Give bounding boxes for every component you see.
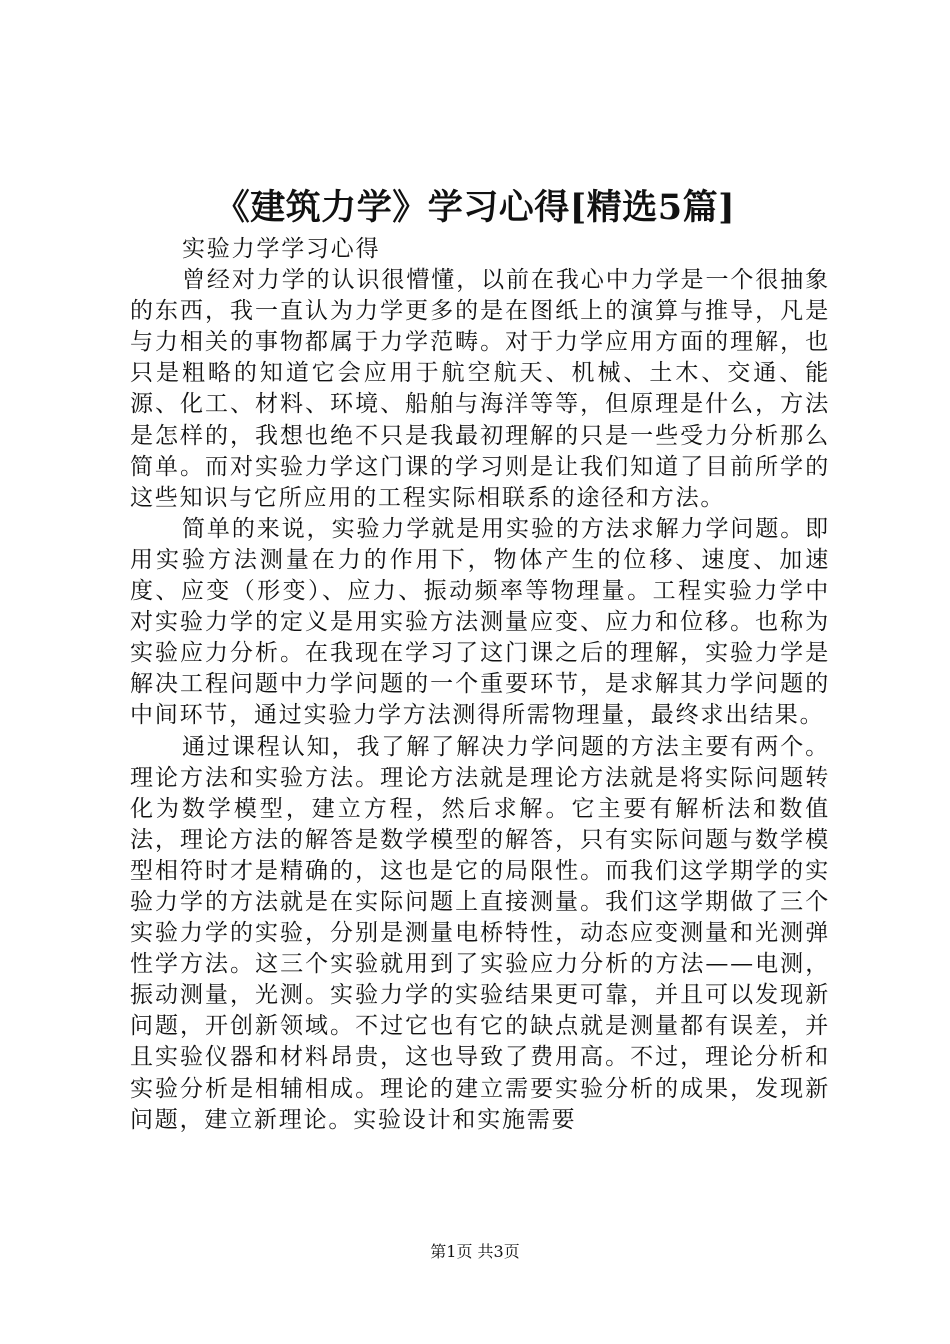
section-heading: 实验力学学习心得: [182, 236, 381, 262]
body-paragraph-2: 简单的来说，实验力学就是用实验的方法求解力学问题。即用实验方法测量在力的作用下，物体产生的位移、速度、加速度、应变（形变）、应力、振动频率等物理量。工程实验力学中对实验力学的定义是用实验方法测量应变、应力和位移。也称为实验应力分析。在我现在学习了这门课之后的理解，实验力学是解决工程问题中力学问题的一个重要环节，是求解其力学问题的中间环节，通过实验力学方法测得所需物理量，最终求出结果。: [130, 515, 830, 729]
document-body: [130, 234, 830, 1136]
document-title: 《建筑力学》学习心得[精选5篇]: [214, 187, 736, 228]
body-paragraph-3: 通过课程认知，我了解了解决力学问题的方法主要有两个。理论方法和实验方法。理论方法就是理论方法就是将实际问题转化为数学模型，建立方程，然后求解。它主要有解析法和数值法，理论方法的解答是数学模型的解答，只有实际问题与数学模型相符时才是精确的，这也是它的局限性。而我们这学期学的实验力学的方法就是在实际问题上直接测量。我们这学期做了三个实验力学的实验，分别是测量电桥特性，动态应变测量和光测弹性学方法。这三个实验就用到了实验应力分析的方法——电测，振动测量，光测。实验力学的实验结果更可靠，并且可以发现新问题，开创新领域。不过它也有它的缺点就是测量都有误差，并且实验仪器和材料昂贵，这也导致了费用高。不过，理论分析和实验分析是相辅相成。理论的建立需要实验分析的成果，发现新问题，建立新理论。实验设计和实施需要: [130, 733, 830, 1133]
body-paragraph-1: 曾经对力学的认识很懵懂，以前在我心中力学是一个很抽象的东西，我一直认为力学更多的是在图纸上的演算与推导，凡是与力相关的事物都属于力学范畴。对于力学应用方面的理解，也只是粗略的知道它会应用于航空航天、机械、土木、交通、能源、化工、材料、环境、船舶与海洋等等，但原理是什么，方法是怎样的，我想也绝不只是我最初理解的只是一些受力分析那么简单。而对实验力学这门课的学习则是让我们知道了目前所学的这些知识与它所应用的工程实际相联系的途径和方法。: [130, 267, 830, 511]
page-number-footer: 第1页 共3页: [430, 1242, 520, 1261]
